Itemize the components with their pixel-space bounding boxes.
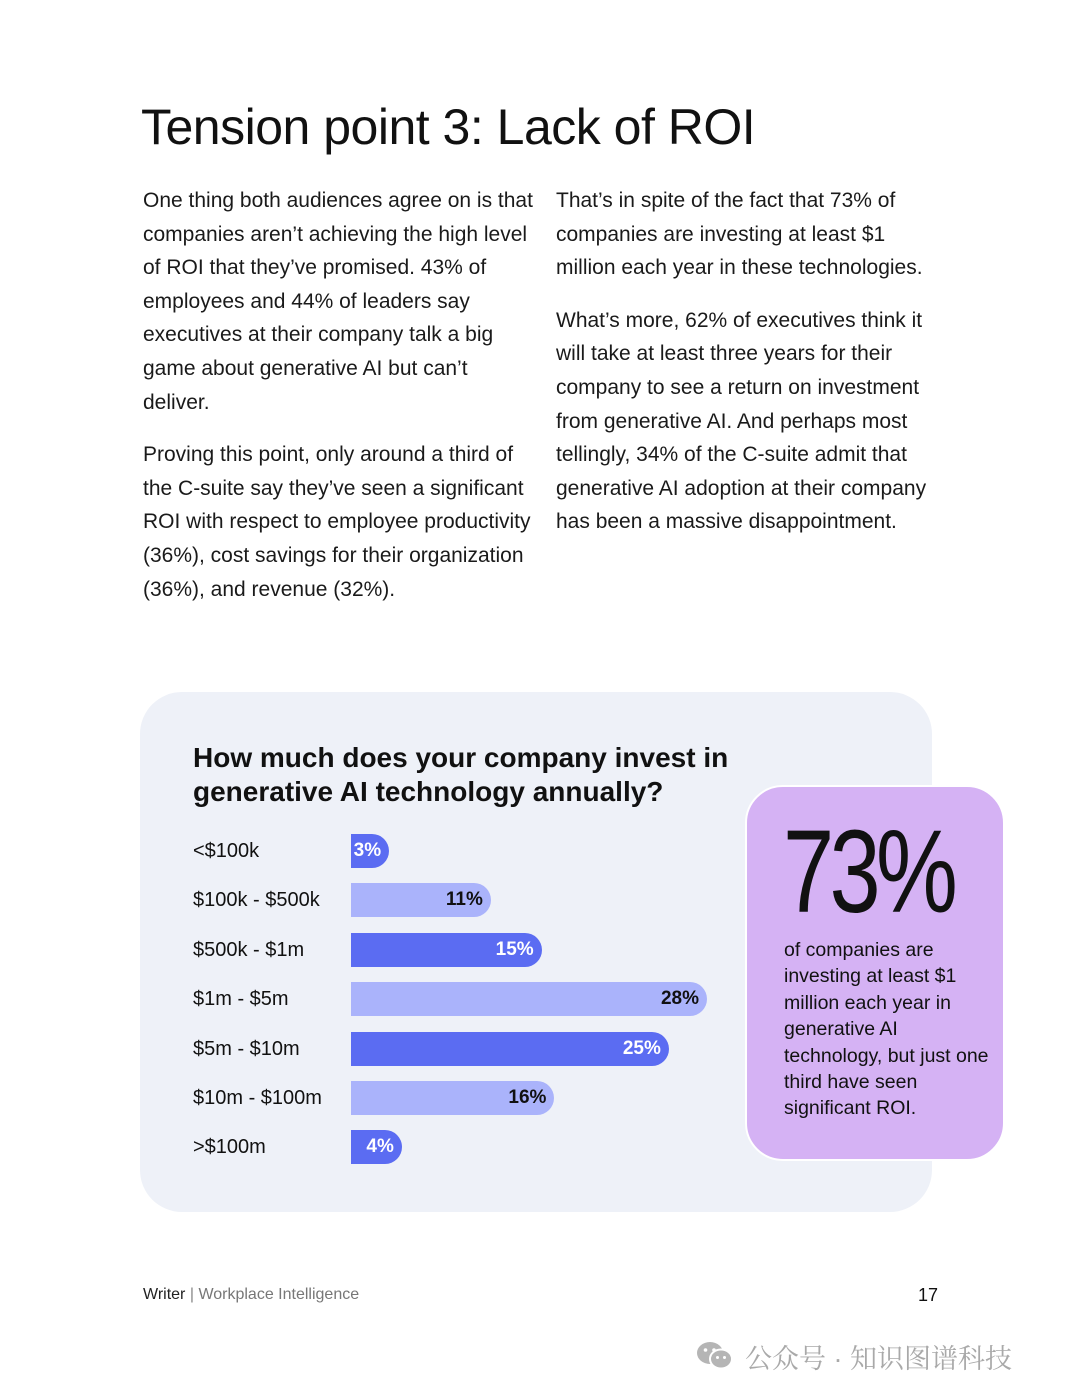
wechat-icon [695, 1340, 735, 1372]
bar [351, 1130, 402, 1164]
paragraph: What’s more, 62% of executives think it will take at least three years for their company to see a return on investment from generative AI. And perhaps most tellingly, 34% of the C-suite admit that generative AI adoption at their company has been a massive disappointment. [556, 308, 927, 534]
bar-value-label: 28% [660, 988, 699, 1010]
bar-value-label: 25% [622, 1037, 661, 1059]
watermark-text: 公众号 · 知识图谱科技 [745, 1343, 1012, 1374]
footer-org: Workplace Intelligence [198, 1286, 360, 1303]
bar [351, 1081, 554, 1115]
bar [351, 1032, 669, 1066]
callout-big-number: 73% [783, 806, 954, 938]
footer-separator: | [189, 1286, 194, 1303]
watermark [695, 1338, 1012, 1374]
bar [351, 933, 542, 967]
stat-callout [745, 785, 1005, 1161]
category-label: $10m - $100m [193, 1087, 322, 1109]
bar-value-label: 4% [366, 1136, 394, 1158]
paragraph: That’s in spite of the fact that 73% of companies are investing at least $1 million each year in these technologies. [556, 189, 923, 280]
category-label: >$100m [193, 1136, 266, 1159]
bar-value-label: 15% [495, 938, 534, 960]
footer-brand [143, 1286, 359, 1304]
bar-value-label: 3% [353, 840, 382, 861]
category-label: $500k - $1m [193, 938, 305, 961]
bar [351, 982, 707, 1016]
bar-value-label: 11% [445, 889, 483, 911]
footer-brand-name: Writer [143, 1286, 186, 1303]
category-label: <$100k [193, 840, 260, 862]
paragraph: One thing both audiences agree on is that companies aren’t achieving the high level of ROI that they’ve promised. 43% of employees and 44% of leaders say executives at their company talk a big game about generative AI but can’t deliver. [143, 189, 533, 414]
page-number: 17 [918, 1285, 939, 1305]
category-label: $100k - $500k [193, 889, 320, 912]
bar [351, 834, 389, 868]
category-label: $1m - $5m [193, 988, 289, 1011]
category-label: $5m - $10m [193, 1037, 300, 1060]
chart-title: How much does your company invest in generative AI technology annually? [193, 742, 729, 807]
paragraph: Proving this point, only around a third of the C-suite say they’ve seen a significant ROI with respect to employee productivity (36%), cost savings for their organization (36%), and revenue (32%). [143, 443, 531, 601]
bar [351, 883, 491, 917]
callout-text: of companies are investing at least $1 million each year in generative AI technology, but just one third have seen significant ROI. [784, 939, 989, 1120]
bar-value-label: 16% [508, 1087, 547, 1108]
page-title: Tension point 3: Lack of ROI [141, 99, 756, 155]
